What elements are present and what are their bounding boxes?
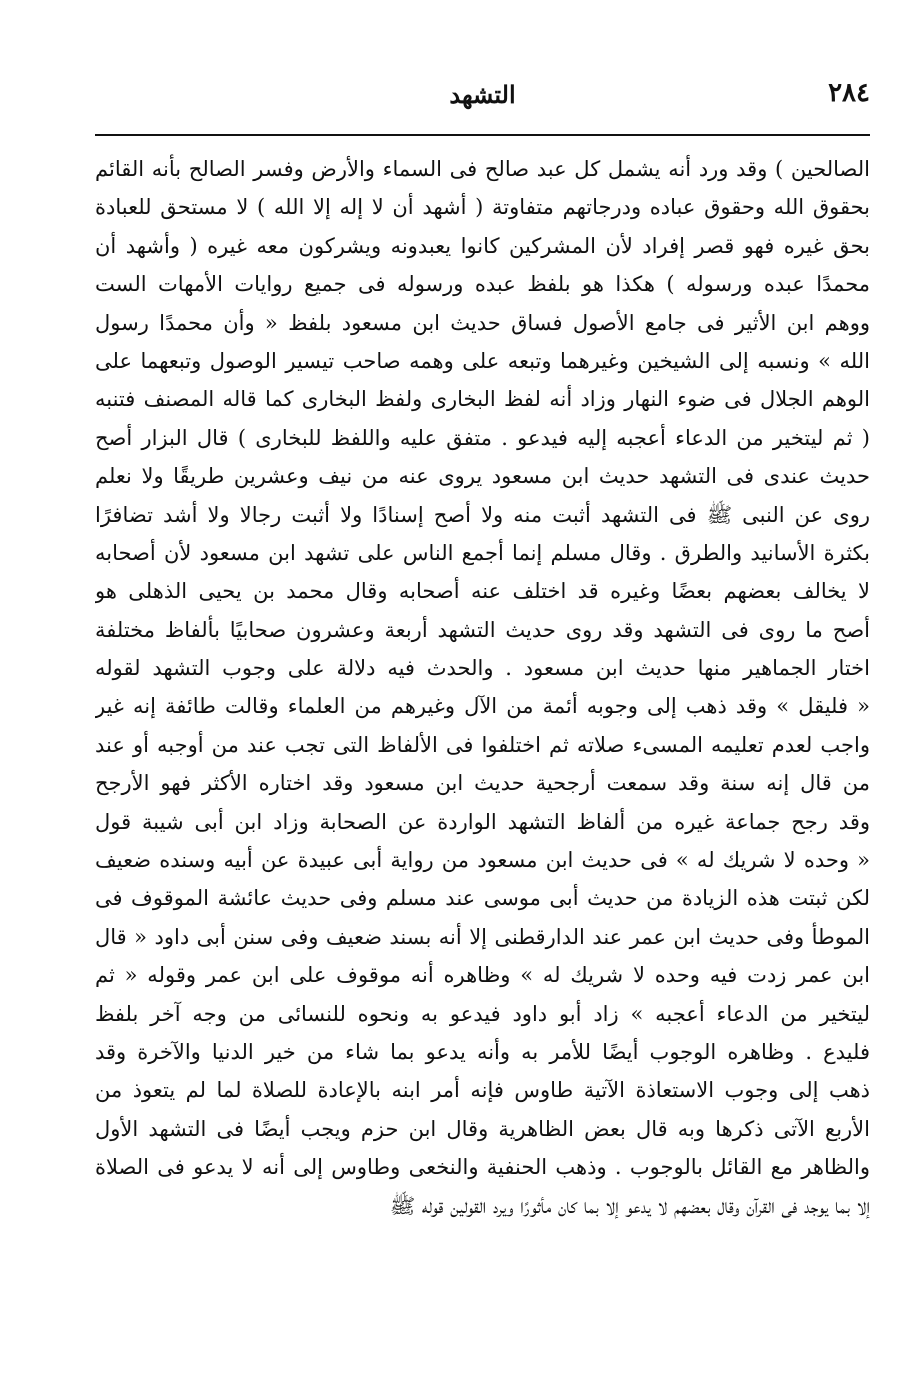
header-rule <box>95 134 870 136</box>
text-line: محمدًا عبده ورسوله ) هكذا هو بلفظ عبده ورسوله فى جميع روايات الأمهات الست <box>95 272 870 297</box>
text-line: الله » ونسبه إلى الشيخين وغيرهما وتبعه على وهمه صاحب تيسير الوصول وتبعهما على <box>95 348 870 373</box>
text-line: بحق غيره فهو قصر إفراد لأن المشركين كانوا يعبدونه ويشركون معه غيره ( وأشهد أن <box>95 233 870 258</box>
text-line: ليتخير من الدعاء أعجبه » زاد أبو داود فيدعو به ونحوه للنسائى من وجه آخر بلفظ <box>95 1001 870 1026</box>
text-line: فليدع . وظاهره الوجوب أيضًا للأمر به وأنه يدعو بما شاء من خير الدنيا والآخرة وقد <box>95 1039 870 1064</box>
text-line: وقد رجح جماعة غيره من ألفاظ التشهد الواردة عن الصحابة وزاد ابن أبى شيبة قول <box>95 809 870 834</box>
text-line: لكن ثبتت هذه الزيادة من حديث أبى موسى عند مسلم وفى حديث عائشة الموقوف فى <box>95 886 870 911</box>
text-line: اختار الجماهير منها حديث ابن مسعود . والحدث فيه دلالة على وجوب التشهد لقوله <box>95 656 870 681</box>
text-line: ووهم ابن الأثير فى جامع الأصول فساق حديث ابن مسعود بلفظ « وأن محمدًا رسول <box>95 310 870 335</box>
text-line: لا يخالف بعضهم بعضًا وغيره قد اختلف عنه أصحابه وقال محمد بن يحيى الذهلى هو <box>95 579 870 604</box>
text-line: أصح ما روى فى التشهد وقد روى حديث التشهد أربعة وعشرون صحابيًا بألفاظ مختلفة <box>95 617 870 642</box>
text-line: الأربع الآتى ذكرها وبه قال بعض الظاهرية وقال ابن حزم ويجب أيضًا فى التشهد الأول <box>95 1116 870 1141</box>
page-header <box>95 78 870 118</box>
text-line: والظاهر مع القائل بالوجوب . وذهب الحنفية والنخعى وطاوس إلى أنه لا يدعو فى الصلاة <box>95 1155 870 1180</box>
body-text <box>95 150 870 1225</box>
text-line: بحقوق الله وحقوق عباده ودرجاتهم متفاوتة ( أشهد أن لا إله إلا الله ) لا مستحق للعبادة <box>95 195 870 220</box>
text-line: من قال إنه سنة وقد سمعت أرجحية حديث ابن مسعود وقد اختاره الأكثر فهو الأرجح <box>95 771 870 796</box>
text-line: روى عن النبى ﷺ فى التشهد أثبت منه ولا أصح إسنادًا ولا أثبت رجالا ولا أشد تضافرًا <box>95 502 870 527</box>
text-line: بكثرة الأسانيد والطرق . وقال مسلم إنما أجمع الناس على تشهد ابن مسعود لأن أصحابه <box>95 540 870 565</box>
text-line: الموطأ وفى حديث ابن عمر عند الدارقطنى إلا أنه بسند ضعيف وفى سنن أبى داود « قال <box>95 924 870 949</box>
text-line: ذهب إلى وجوب الاستعاذة الآتية طاوس فإنه أمر ابنه بالإعادة للصلاة لما لم يتعوذ من <box>95 1078 870 1103</box>
text-line: ( ثم ليتخير من الدعاء أعجبه إليه فيدعو . متفق عليه واللفظ للبخارى ) قال البزار أصح <box>95 425 870 450</box>
text-line: واجب لعدم تعليمه المسىء صلاته ثم اختلفوا فى الألفاظ التى تجب عند من أوجبه أو عند <box>95 732 870 757</box>
text-line: إلا بما يوجد فى القرآن وقال بعضهم لا يدعو إلا بما كان مأثورًا ويرد القولين قوله ﷺ <box>389 1193 870 1218</box>
text-line: الصالحين ) وقد ورد أنه يشمل كل عبد صالح فى السماء والأرض وفسر الصالح بأنه القائم <box>95 157 870 181</box>
text-line: الوهم الجلال فى ضوء النهار وزاد أنه لفظ البخارى ولفظ البخارى كما قاله المصنف فتنبه <box>95 387 870 412</box>
text-line: حديث عندى فى التشهد حديث ابن مسعود يروى عنه من نيف وعشرين طريقًا ولا نعلم <box>95 464 870 489</box>
page-number: ٢٨٤ <box>828 78 870 108</box>
text-line: « فليقل » وقد ذهب إلى وجوبه أئمة من الآل وغيرهم من العلماء وقالت طائفة إنه غير <box>95 694 870 719</box>
text-line: « وحده لا شريك له » فى حديث ابن مسعود من رواية أبى عبيدة عن أبيه وسنده ضعيف <box>95 848 870 873</box>
running-title: التشهد <box>449 80 516 109</box>
text-line: ابن عمر زدت فيه وحده لا شريك له » وظاهره أنه موقوف على ابن عمر وقوله « ثم <box>95 963 870 988</box>
